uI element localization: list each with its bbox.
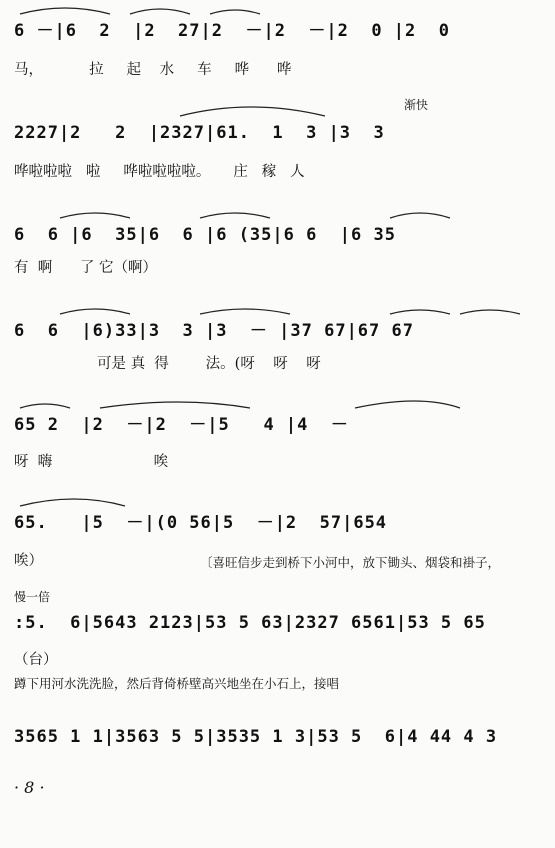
stage-direction-2: 蹲下用河水洗洗脸，然后背倚桥壁高兴地坐在小石上，接唱: [14, 676, 340, 691]
notation-row-3: 6 6 |6 35|6 6 |6 (35|6 6 |6 35: [14, 225, 396, 245]
stage-direction-1: 〔喜旺信步走到桥下小河中，放下锄头、烟袋和褂子，: [200, 555, 501, 570]
notation-row-5: 65 2 |2 －|2 －|5 4 |4 －: [14, 415, 349, 435]
slur-row-1b: [130, 9, 190, 14]
page-number: · 8 ·: [14, 778, 45, 797]
notation-row-4: 6 6 |6)33|3 3 |3 － |37 67|67 67: [14, 321, 414, 341]
slur-row-3b: [200, 213, 270, 218]
notation-row-8: 3565 1 1|3563 5 5|3535 1 3|53 5 6|4 44 4 3: [14, 727, 498, 747]
notation-row-6: 65. |5 －|(0 56|5 －|2 57|654: [14, 513, 388, 533]
lyrics-row-1: 马， 拉 起 水 车 哗 哗: [14, 62, 292, 78]
lyrics-row-2: 哗啦啦啦 啦 哗啦啦啦啦。 庄 稼 人: [14, 164, 305, 180]
slur-row-5c: [355, 401, 460, 408]
slur-row-6a: [20, 499, 125, 506]
slur-row-5a: [20, 404, 70, 408]
tempo-mark-accelerando: 渐快: [404, 98, 429, 112]
notation-row-1: 6 －|6 2 |2 27|2 －|2 －|2 0 |2 0: [14, 21, 450, 41]
notation-row-2: 2227|2 2 |2327|61. 1 3 |3 3: [14, 123, 385, 143]
lyrics-row-4: 可是 真 得 法。(呀 呀 呀: [14, 356, 321, 372]
slur-row-1a: [20, 8, 110, 14]
notation-row-7: :5. 6|5643 2123|53 5 63|2327 6561|53 5 65: [14, 613, 486, 633]
slur-row-3a: [60, 213, 130, 218]
slur-row-2a: [180, 107, 325, 116]
lyrics-row-5: 呀 嗨 唉: [14, 454, 169, 470]
slur-row-4c: [390, 310, 450, 314]
tempo-mark-half-speed: 慢一倍: [14, 590, 51, 604]
slur-row-5b: [100, 402, 250, 408]
slur-row-3c: [390, 213, 450, 218]
lyrics-row-3: 有 啊 了 它（啊）: [14, 260, 157, 276]
slur-row-4b: [200, 309, 290, 314]
lyrics-row-6: 唉）: [14, 553, 43, 569]
lyrics-row-7: （台）: [14, 652, 58, 668]
slur-row-4a: [60, 309, 130, 314]
slur-row-1c: [210, 10, 260, 14]
slur-row-4d: [460, 310, 520, 314]
